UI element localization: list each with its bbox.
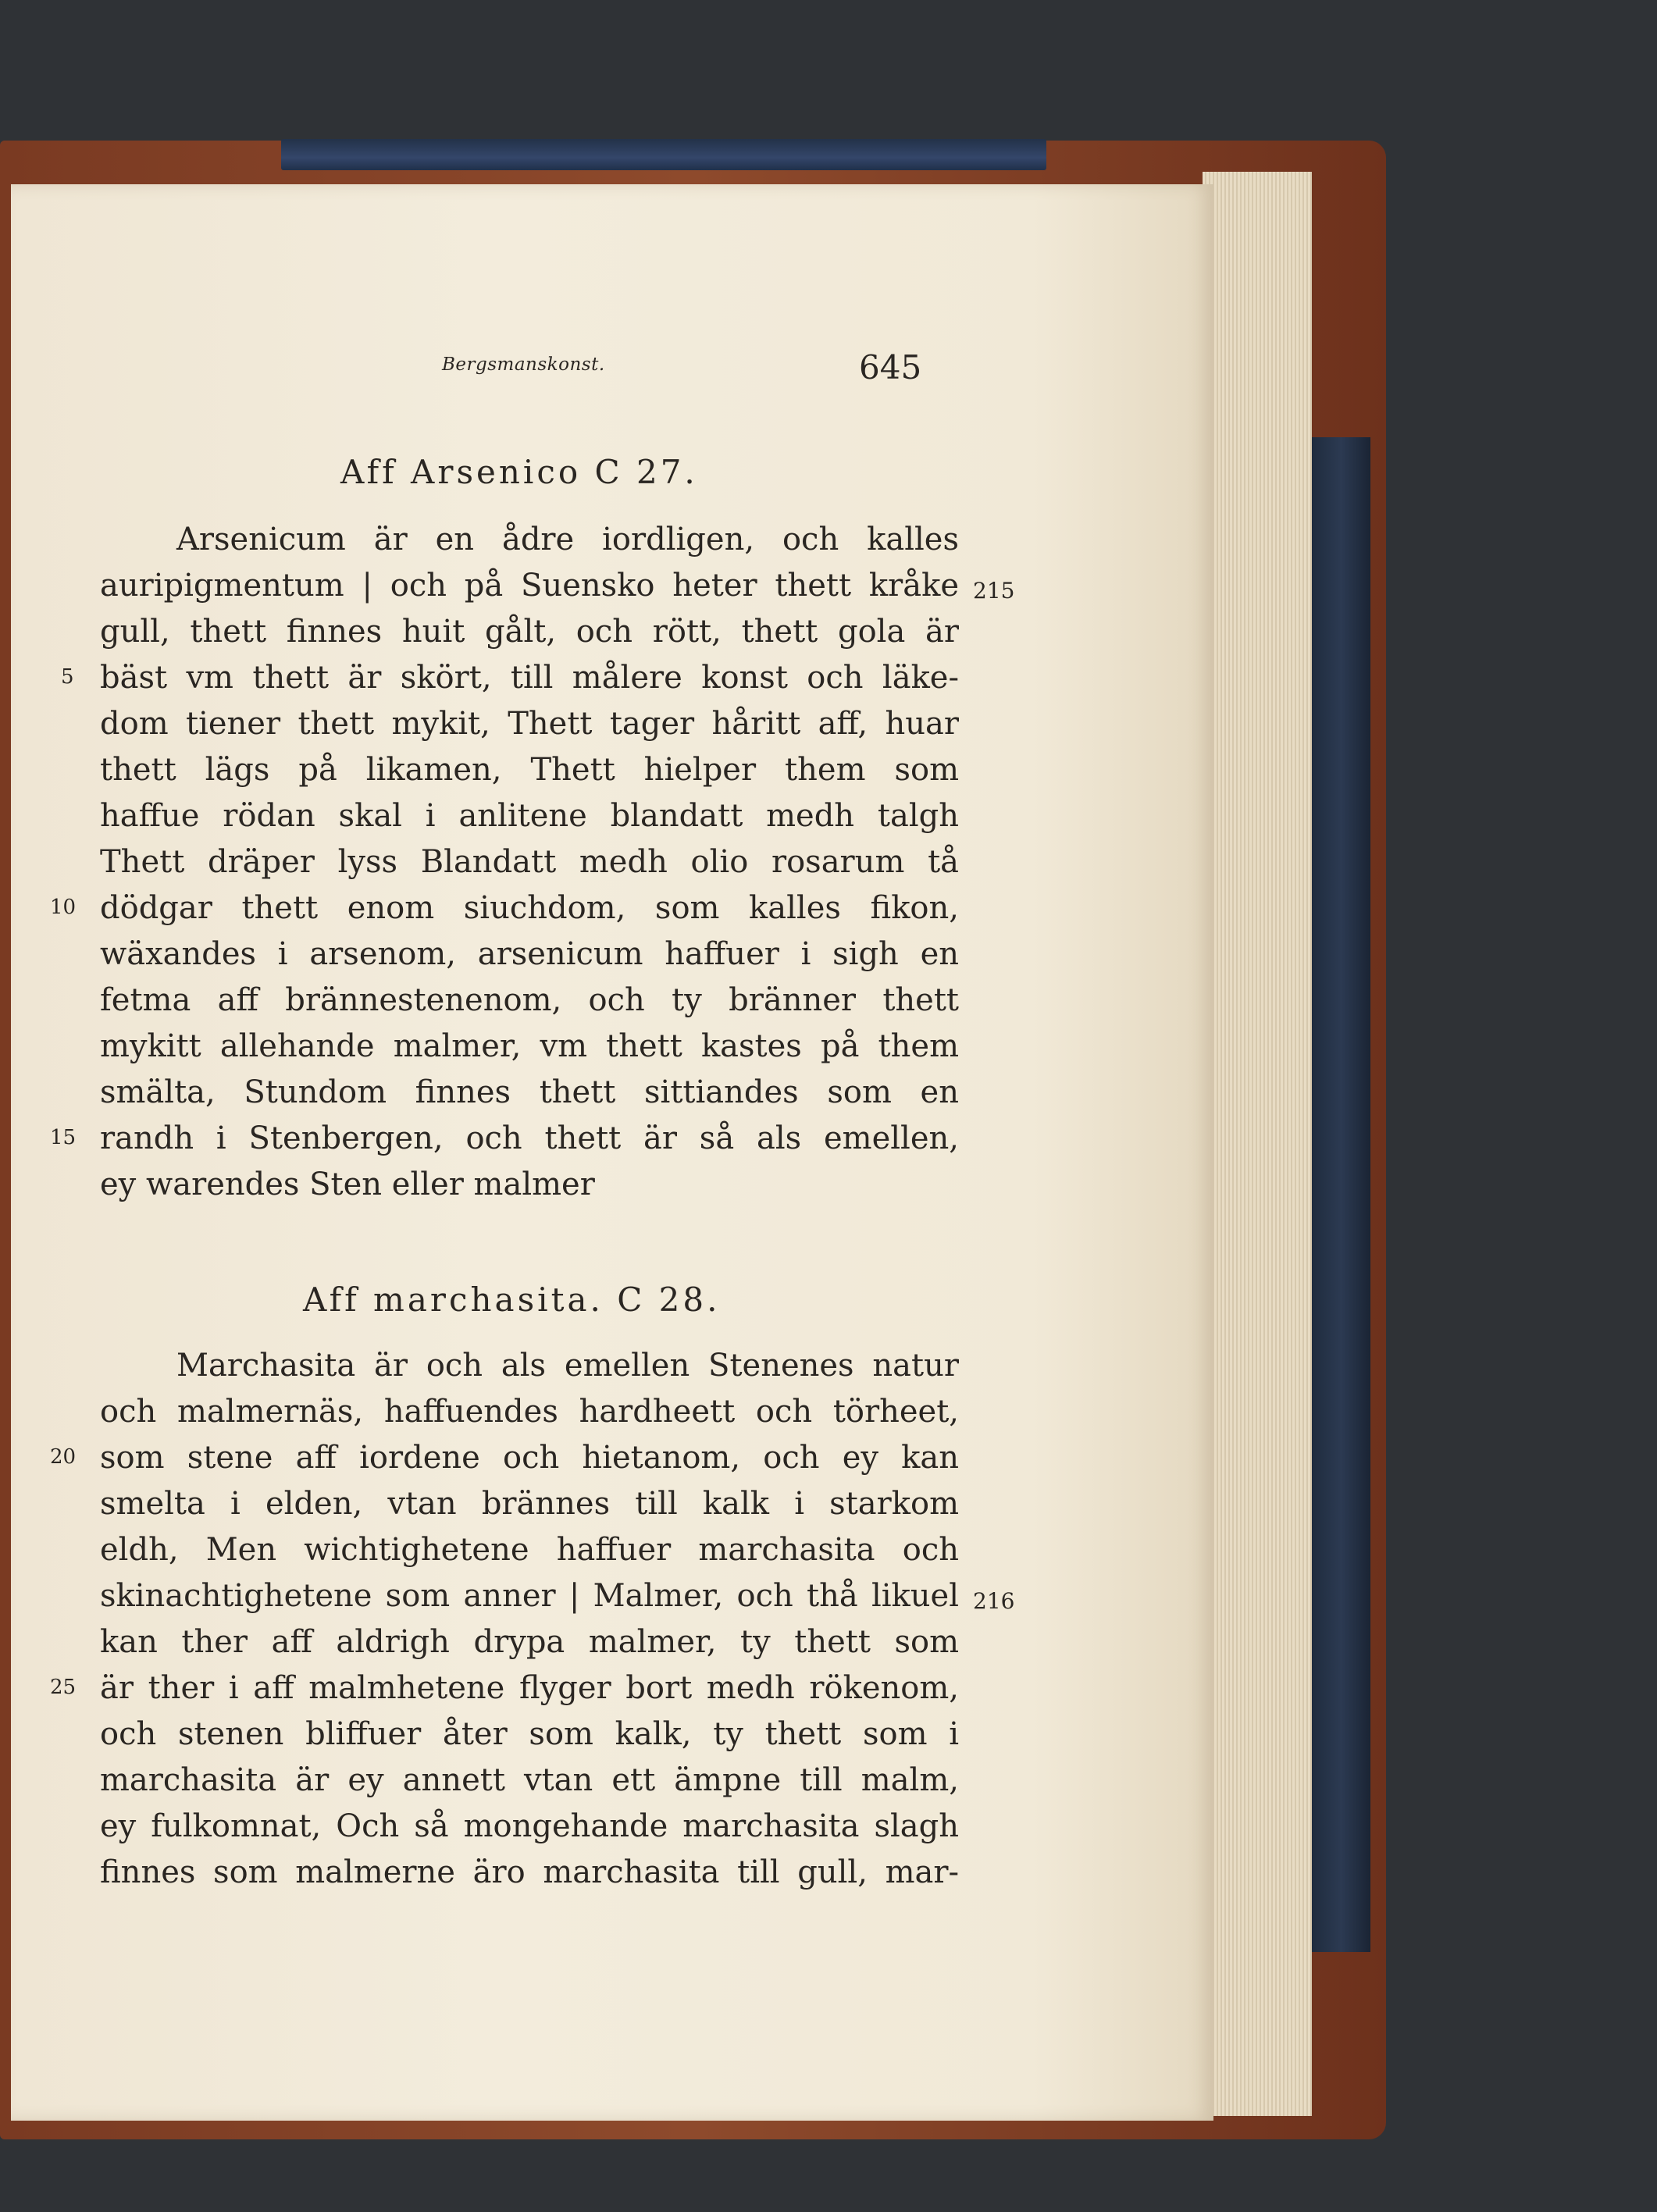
line-number: 10: [50, 896, 77, 919]
text-line: och stenen bliffuer åter som kalk, ty thett som i: [100, 1716, 959, 1752]
text-line: fetma aff brännestenenom, och ty bränner thett: [100, 982, 959, 1018]
text-line: och malmernäs, haffuendes hardheett och törheet,: [100, 1394, 959, 1430]
text-line: som stene aff iordene och hietanom, och ey kan: [100, 1440, 959, 1476]
margin-number: 215: [973, 578, 1015, 604]
text-line: marchasita är ey annett vtan ett ämpne till malm,: [100, 1762, 959, 1798]
page-edges: [1203, 172, 1312, 2116]
text-line: eldh, Men wichtighetene haffuer marchasita och: [100, 1532, 959, 1568]
text-line: smälta, Stundom finnes thett sittiandes som en: [100, 1074, 959, 1110]
text-line: haffue rödan skal i anlitene blandatt medh talgh: [100, 798, 959, 834]
text-line: dom tiener thett mykit, Thett tager håritt aff, huar: [100, 706, 959, 742]
text-line: finnes som malmerne äro marchasita till gull, mar-: [100, 1854, 959, 1890]
page-number: 645: [859, 348, 922, 386]
line-number: 20: [50, 1445, 77, 1469]
line-number: 5: [61, 665, 74, 689]
book-top-band: [281, 139, 1046, 170]
line-number: 25: [50, 1676, 77, 1699]
text-line: randh i Stenbergen, och thett är så als emellen,: [100, 1120, 959, 1156]
text-line: bäst vm thett är skört, till målere konst och läke-: [100, 660, 959, 696]
text-line: auripigmentum | och på Suensko heter thett kråke: [100, 568, 959, 604]
section-heading-arsenico: Aff Arsenico C 27.: [340, 453, 698, 491]
running-head: Bergsmanskonst.: [442, 354, 605, 375]
book-spine-band: [1312, 437, 1370, 1952]
text-line: smelta i elden, vtan brännes till kalk i starkom: [100, 1486, 959, 1522]
text-line: mykitt allehande malmer, vm thett kastes på them: [100, 1028, 959, 1064]
section-heading-marchasita: Aff marchasita. C 28.: [303, 1281, 721, 1319]
text-line: är ther i aff malmhetene flyger bort medh rökenom,: [100, 1670, 959, 1706]
text-line: ey fulkomnat, Och så mongehande marchasita slagh: [100, 1808, 959, 1844]
text-line: Thett dräper lyss Blandatt medh olio rosarum tå: [100, 844, 959, 880]
text-line: Marchasita är och als emellen Stenenes natur: [176, 1348, 959, 1384]
text-line: dödgar thett enom siuchdom, som kalles fikon,: [100, 890, 959, 926]
text-line: thett lägs på likamen, Thett hielper them som: [100, 752, 959, 788]
margin-number: 216: [973, 1588, 1015, 1614]
text-line: wäxandes i arsenom, arsenicum haffuer i sigh en: [100, 936, 959, 972]
text-line: Arsenicum är en ådre iordligen, och kalles: [176, 522, 959, 557]
text-line: skinachtighetene som anner | Malmer, och thå likuel: [100, 1578, 959, 1614]
text-line: kan ther aff aldrigh drypa malmer, ty thett som: [100, 1624, 959, 1660]
line-number: 15: [50, 1126, 77, 1149]
text-line: ey warendes Sten eller malmer: [100, 1167, 595, 1202]
text-line: gull, thett finnes huit gålt, och rött, thett gola är: [100, 614, 959, 650]
